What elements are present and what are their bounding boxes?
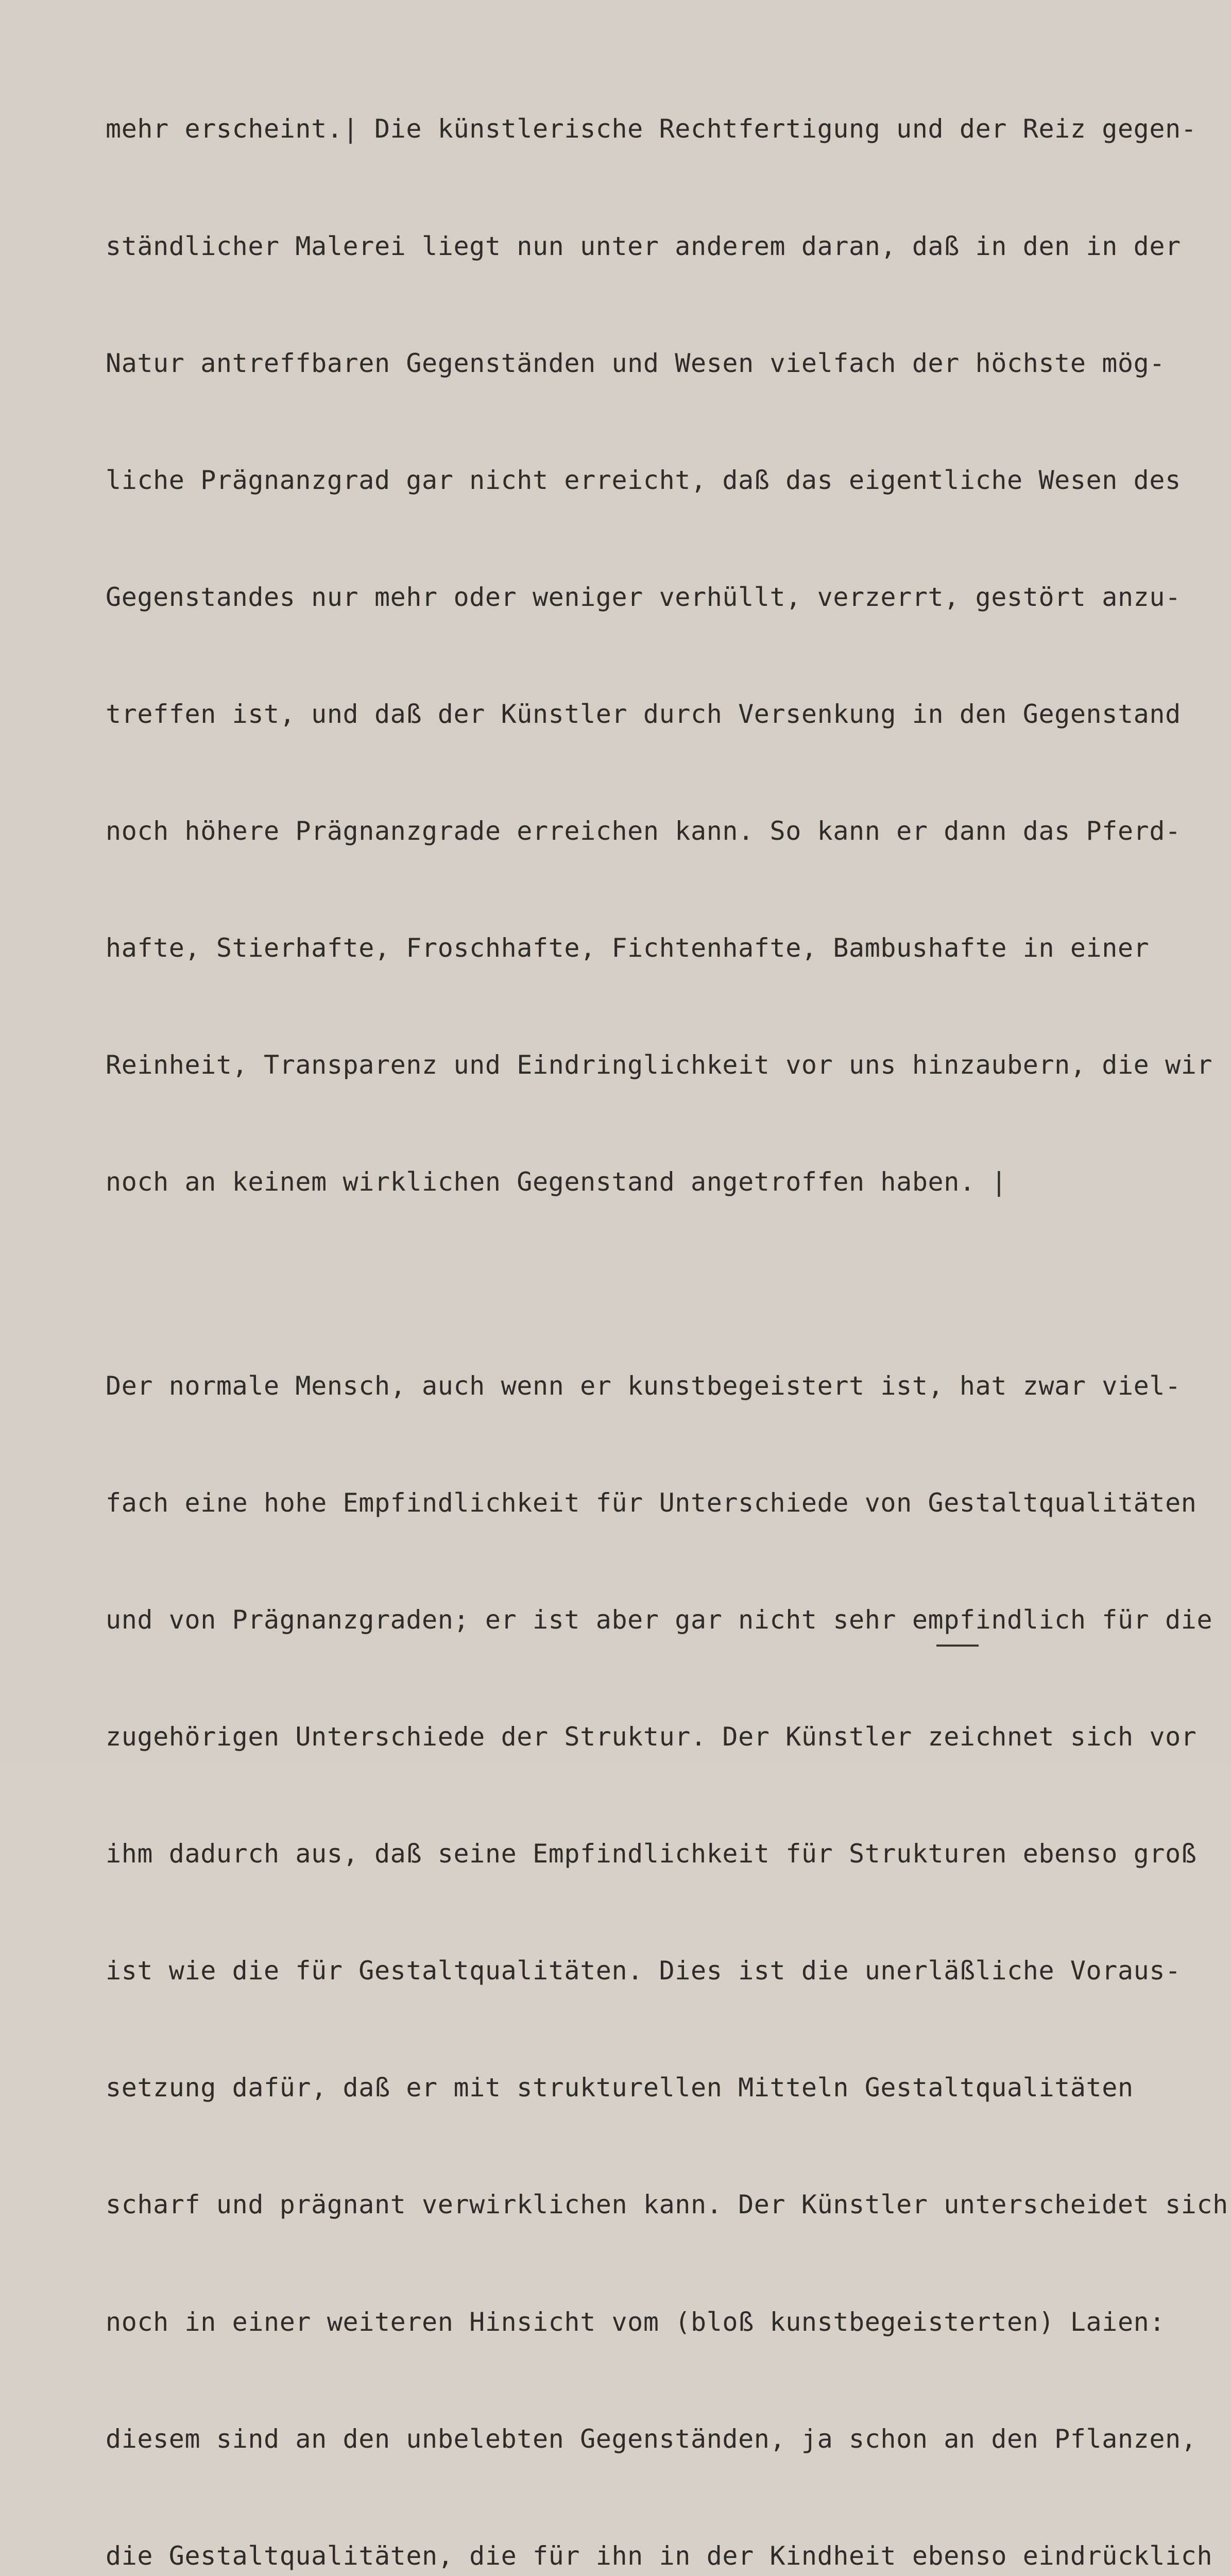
text-line: liche Prägnanzgrad gar nicht erreicht, daß das eigentliche Wesen des bbox=[106, 465, 1181, 495]
text-line: ständlicher Malerei liegt nun unter anderem daran, daß in den in der bbox=[106, 231, 1181, 261]
text-line: noch an keinem wirklichen Gegenstand angetroffen haben. | bbox=[106, 1167, 1007, 1197]
text-line: Gegenstandes nur mehr oder weniger verhüllt, verzerrt, gestört anzu- bbox=[106, 582, 1181, 612]
text-line: Reinheit, Transparenz und Eindringlichkeit vor uns hinzaubern, die wir bbox=[106, 1050, 1213, 1080]
end-mark-dash bbox=[936, 1645, 979, 1647]
text-line: ist wie die für Gestaltqualitäten. Dies ist die unerläßliche Voraus- bbox=[106, 1956, 1181, 1986]
text-line: die Gestaltqualitäten, die für ihn in der Kindheit ebenso eindrücklich bbox=[106, 2540, 1213, 2571]
page-body bbox=[106, 32, 1228, 2576]
paragraph-2 bbox=[106, 1289, 1228, 2576]
paragraph-1 bbox=[106, 32, 1228, 1280]
text-line: fach eine hohe Empfindlichkeit für Unterschiede von Gestaltqualitäten bbox=[106, 1487, 1197, 1518]
text-line: ihm dadurch aus, daß seine Empfindlichkeit für Strukturen ebenso groß bbox=[106, 1839, 1197, 1869]
text-line: zugehörigen Unterschiede der Struktur. Der Künstler zeichnet sich vor bbox=[106, 1722, 1197, 1752]
text-line: treffen ist, und daß der Künstler durch Versenkung in den Gegenstand bbox=[106, 699, 1181, 729]
text-line: diesem sind an den unbelebten Gegenständen, ja schon an den Pflanzen, bbox=[106, 2424, 1197, 2454]
text-line: scharf und prägnant verwirklichen kann. Der Künstler unterscheidet sich bbox=[106, 2190, 1228, 2220]
text-line: Der normale Mensch, auch wenn er kunstbegeistert ist, hat zwar viel- bbox=[106, 1370, 1181, 1401]
text-line: noch in einer weiteren Hinsicht vom (bloß kunstbegeisterten) Laien: bbox=[106, 2307, 1166, 2337]
text-line: Natur antreffbaren Gegenständen und Wesen vielfach der höchste mög- bbox=[106, 348, 1166, 378]
text-line: noch höhere Prägnanzgrade erreichen kann. So kann er dann das Pferd- bbox=[106, 816, 1181, 846]
text-line: hafte, Stierhafte, Froschhafte, Fichtenhafte, Bambushafte in einer bbox=[106, 933, 1150, 963]
text-line: mehr erscheint.| Die künstlerische Rechtfertigung und der Reiz gegen- bbox=[106, 114, 1197, 144]
text-line: und von Prägnanzgraden; er ist aber gar nicht sehr empfindlich für die bbox=[106, 1604, 1213, 1635]
text-line: setzung dafür, daß er mit strukturellen Mitteln Gestaltqualitäten bbox=[106, 2073, 1134, 2103]
